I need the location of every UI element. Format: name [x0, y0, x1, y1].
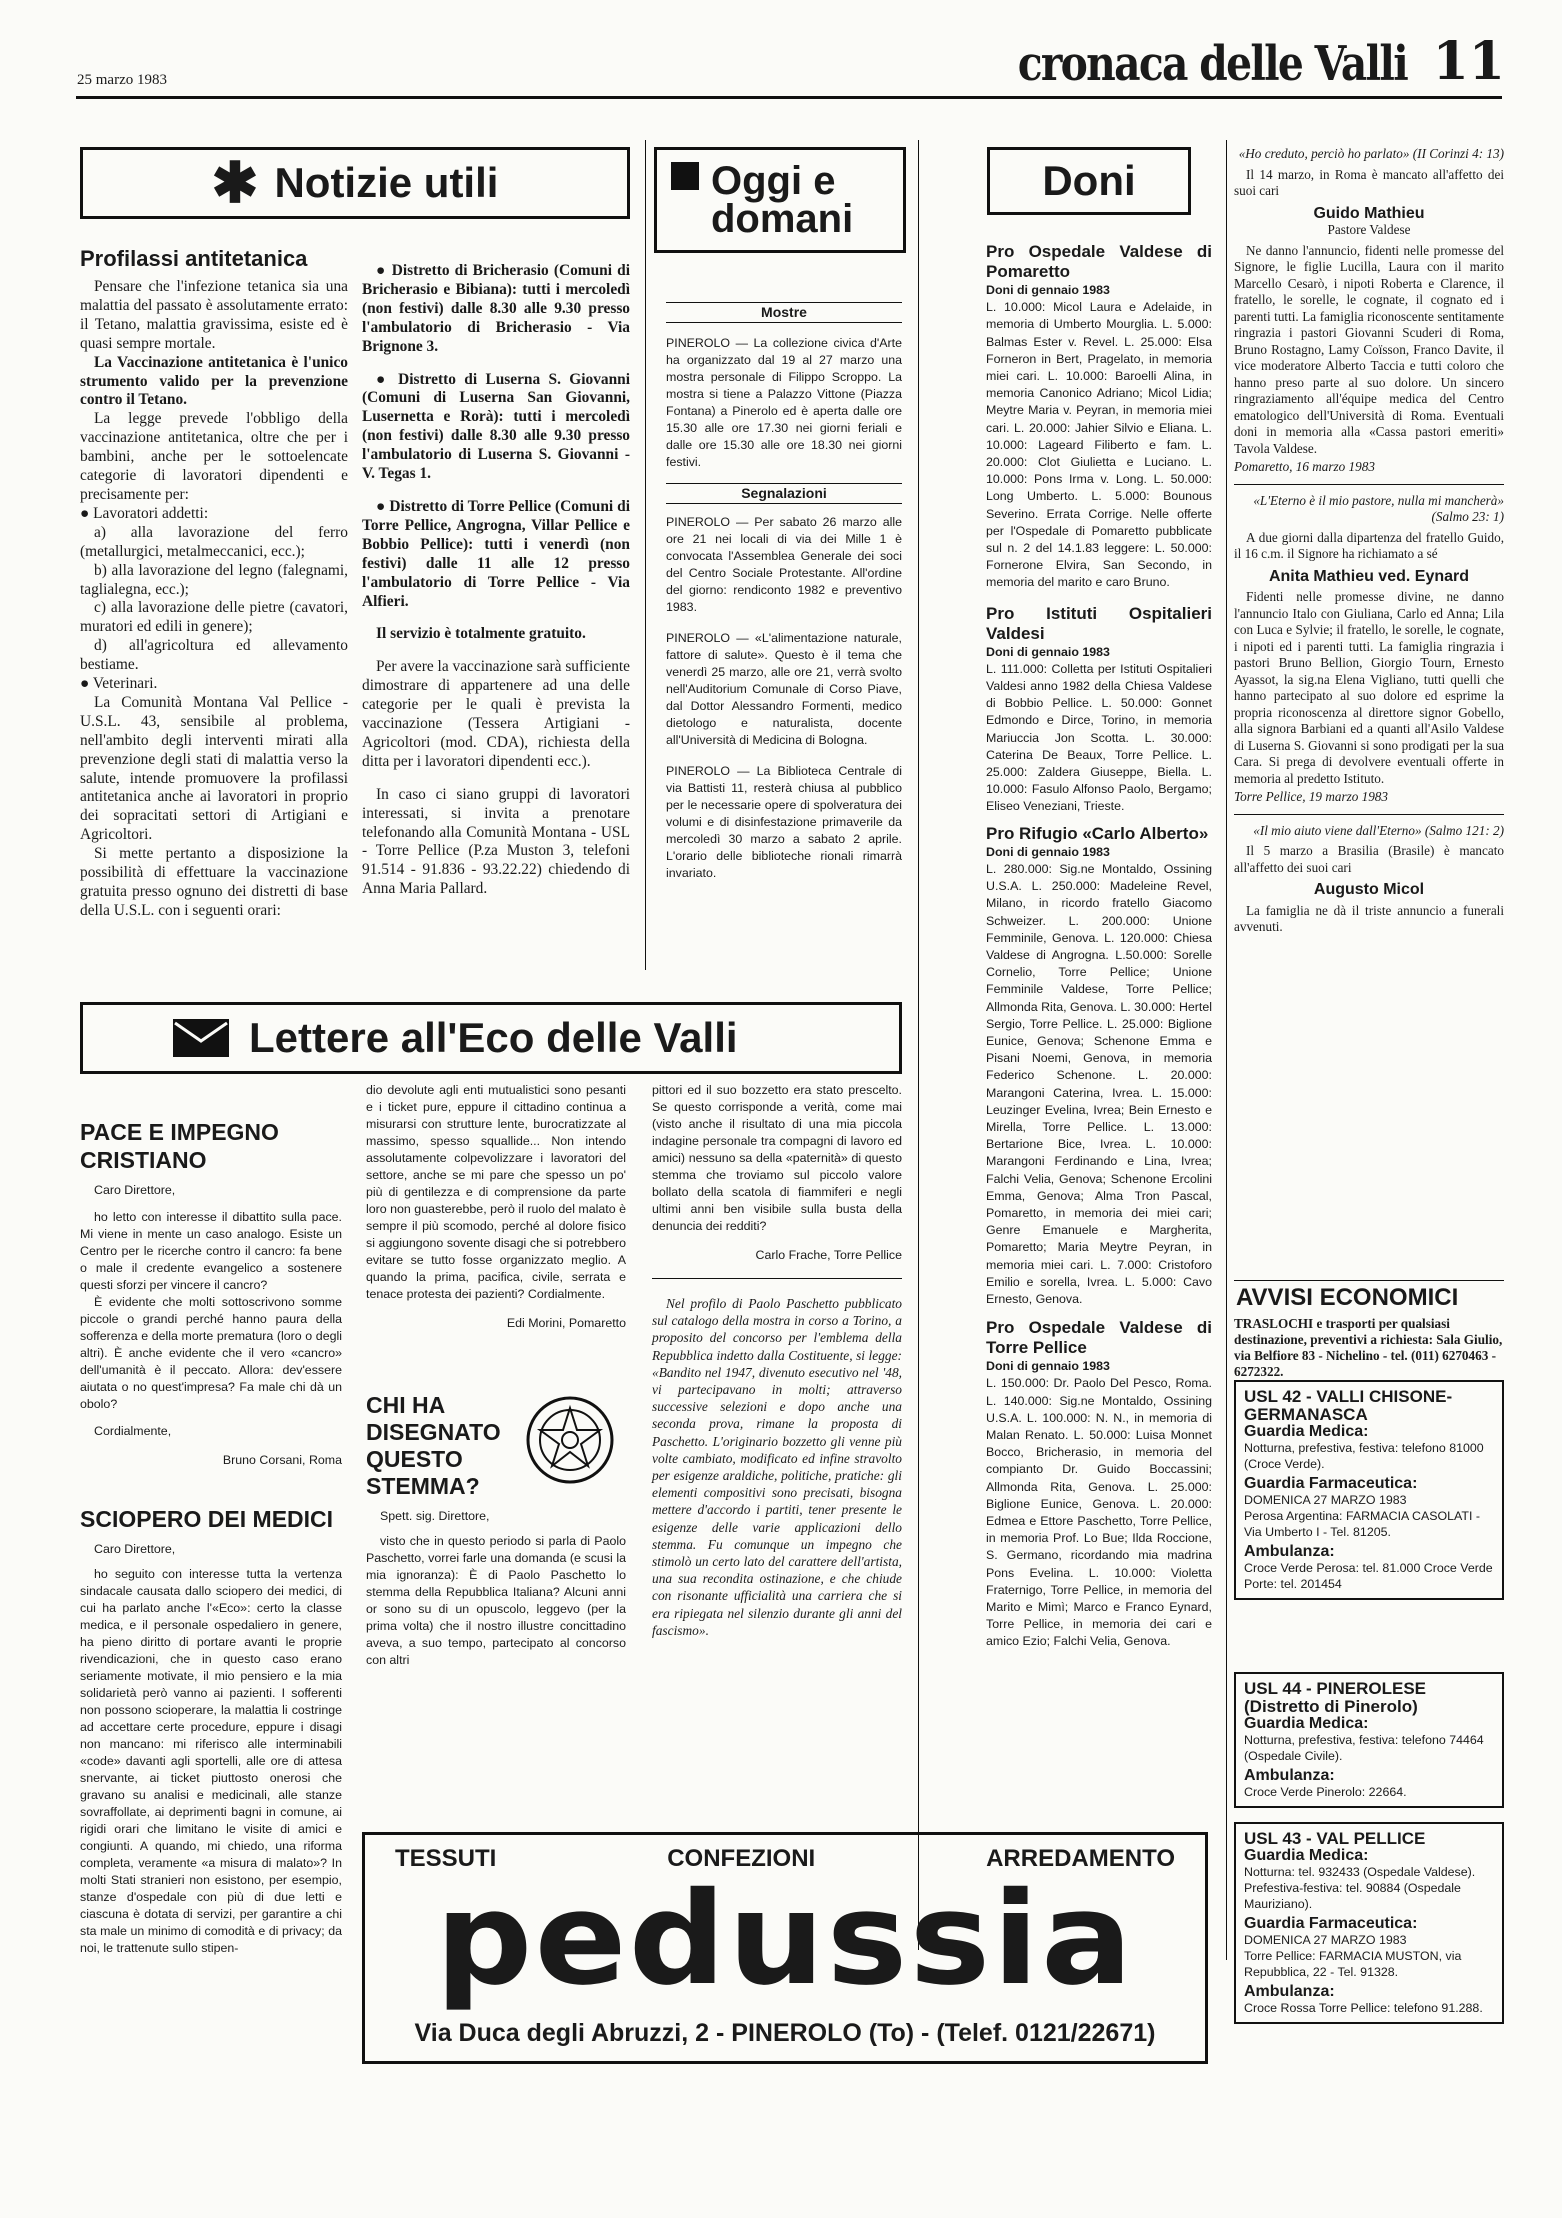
- avvisi-title: AVVISI ECONOMICI: [1236, 1284, 1459, 1311]
- pedussia-ad: [362, 1832, 1208, 2064]
- doni-list: L. 111.000: Colletta per Istituti Ospitalieri Valdesi anno 1982 della Chiesa Valdese di Bobbio Pellice. L. 50.000: Gonnet Edmondo e Dirce, Torino, in memoria Mariuccia Jon Scotta. L. 30.000: Caterina De Beaux, Torre Pellice. L. 25.000: Zaldera Giuseppe, Biella. L. 10.000: Fasulo Alfonso Paolo, Bergamo; Eliseo Veneziani, Trieste.: [986, 661, 1212, 814]
- notizie-p: Il servizio è totalmente gratuito.: [376, 625, 586, 643]
- doni-column: [986, 242, 1212, 1651]
- necro-divider: [1234, 484, 1504, 485]
- envelope-icon: [173, 1019, 229, 1057]
- doni-title: Doni: [1042, 157, 1136, 204]
- lettere-col1: [80, 1118, 342, 1957]
- usl-guardia-medica: Guardia Medica:: [1244, 1423, 1369, 1440]
- usl-guardia-medica: Guardia Medica:: [1244, 1715, 1369, 1732]
- lettere-col3: [652, 1082, 902, 1639]
- doni-title-box: [987, 147, 1191, 215]
- lettere-title-box: [80, 1002, 902, 1074]
- avvisi-rule: [1234, 1280, 1504, 1281]
- usl-box: [1234, 1672, 1504, 1808]
- necro-divider: [1234, 814, 1504, 815]
- usl-box: [1234, 1380, 1504, 1600]
- notizie-p: a) alla lavorazione del ferro (metallurgici, metalmeccanici, ecc.);: [80, 523, 348, 560]
- necro-text: Il 5 marzo a Brasilia (Brasile) è mancato all'affetto dei suoi cari: [1234, 843, 1504, 875]
- notizie-p: ● Distretto di Torre Pellice (Comuni di Torre Pellice, Angrogna, Villar Pellice e Bobbio Pellice): tutti i venerdì (non festivi) dalle 11 alle 12 presso l'ambulatorio di Torre Pellice - Via Alfieri.: [362, 497, 630, 610]
- ad-word: TESSUTI: [395, 1845, 497, 1872]
- notizie-p: c) alla lavorazione delle pietre (cavatori, muratori ed edili in genere);: [80, 599, 348, 636]
- notizie-title-box: [80, 147, 630, 219]
- usl-text: Notturna, prefestiva, festiva: telefono 74464 (Ospedale Civile).: [1244, 1733, 1484, 1763]
- mostre-heading: Mostre: [666, 302, 902, 323]
- usl-date: DOMENICA 27 MARZO 1983: [1244, 1493, 1407, 1507]
- notizie-p: ● Lavoratori addetti:: [80, 504, 209, 522]
- ad-word: CONFEZIONI: [667, 1845, 816, 1872]
- avvisi-text: TRASLOCHI e trasporti per qualsiasi destinazione, preventivi a richiesta: Sala Giulio, via Belfiore 83 - Nichelino - tel. (011) 6270463 - 6272322.: [1234, 1316, 1503, 1379]
- oggi-item: PINEROLO — Per sabato 26 marzo alle ore 21 nei locali di via dei Mille 1 è convocata l'Assemblea Generale dei soci del Centro Sociale Protestante. All'ordine del giorno: rendiconto 1982 e preventivo 1983.: [666, 515, 902, 614]
- letter-greeting: Caro Direttore,: [94, 1542, 176, 1556]
- letter-headline: PACE E IMPEGNO CRISTIANO: [80, 1119, 279, 1173]
- usl-title: USL 43 - VAL PELLICE: [1244, 1829, 1426, 1848]
- usl-text: Torre Pellice: FARMACIA MUSTON, via Repubblica, 22 - Tel. 91328.: [1244, 1949, 1462, 1979]
- necro-quote: «Il mio aiuto viene dall'Eterno» (Salmo 121: 2): [1253, 822, 1504, 838]
- doni-section-sub: Doni di gennaio 1983: [986, 644, 1110, 659]
- oggi-title: Oggi e domani: [711, 159, 854, 241]
- notizie-p: b) alla lavorazione del legno (falegnami, taglialegna, ecc.);: [80, 561, 348, 598]
- notizie-p: Pensare che l'infezione tetanica sia una malattia del passato è assolutamente errato: il Tetano, malattia gravissima, esiste ed è quasi sempre mortale.: [80, 278, 348, 352]
- necro-place: Torre Pellice, 19 marzo 1983: [1234, 789, 1388, 804]
- letter-greeting: Caro Direttore,: [94, 1183, 176, 1197]
- notizie-p: Si mette pertanto a disposizione la possibilità di effettuare la vaccinazione gratuita presso ognuno dei distretti di base della U.S.L. con i seguenti orari:: [80, 845, 348, 919]
- notizie-p: ● Distretto di Luserna S. Giovanni (Comuni di Luserna San Giovanni, Lusernetta e Rorà): tutti i mercoledì (non festivi) dalle 8.30 alle 9.30 presso l'ambulatorio di Luserna S. Giovanni - V. Tegas 1.: [362, 370, 630, 483]
- masthead-title: cronaca delle Valli: [1017, 36, 1407, 92]
- page-number: 11: [1432, 31, 1505, 92]
- letter-text: dio devolute agli enti mutualistici sono pesanti e i ticket pure, eppure il cittadino continua a misurarsi con strutture lente, burocratizzate al massimo, spesso squallide... Non intendo assolutamente colpevolizzare i lavoratori del settore, anche se mi pare che spesso un po' più di gentilezza e di comprensione da parte loro non guasterebbe, però il ruolo del malato è sempre il più scomodo, perché al dolore fisico si aggiungono sovente disagi che si potrebbero evitare se tutto fosse organizzato meglio. A quando la prima, pacifica, civile, serrata e tenace protesta dei pazienti? Cordialmente.: [366, 1083, 626, 1301]
- oggi-item: PINEROLO — La Biblioteca Centrale di via Battisti 11, resterà chiusa al pubblico per le necessarie opere di spolveratura dei volumi e di disinfestazione primaverile da mercoledì 30 marzo a sabato 2 aprile. L'orario delle biblioteche rionali rimarrà invariato.: [666, 764, 902, 880]
- doni-section-sub: Doni di gennaio 1983: [986, 844, 1110, 859]
- usl-text: Notturna: tel. 932433 (Ospedale Valdese). Prefestiva-festiva: tel. 90884 (Ospedale Mauriziano).: [1244, 1865, 1476, 1911]
- notizie-col2: [362, 262, 630, 899]
- necro-quote: «L'Eterno è il mio pastore, nulla mi mancherà» (Salmo 23: 1): [1253, 492, 1504, 524]
- editor-reply: Nel profilo di Paolo Paschetto pubblicato sul catalogo della mostra in corso a Torino, a proposito del concorso per l'emblema della Repubblica indetto dalla Costituente, si legge: «Bandito nel 1947, divenuto esecutivo nel '48, vi partecipavano in molti; attraverso successive selezioni e dopo anche una seconda prova, rimane la proposta di Paschetto. L'originario bozzetto gli venne più volte cambiato, modificato ed infine stravolto per esigenze araldiche, politiche, pratiche: gli elementi compositivi sono precisati, bisogna mettere d'accordo i partiti, tener presente le esigenze delle varie applicazioni dello stemma. Fu comunque un impegno che stimolò un certo lato del carattere dell'artista, una sua recondita ostinazione, e che chiude con risonante ufficialità una carriera che si era ripiegata nel silenzio durante gli anni del fascismo».: [652, 1296, 902, 1638]
- notizie-p: Per avere la vaccinazione sarà sufficiente dimostrare di appartenere ad una delle categorie per le quali è prevista la vaccinazione (Tessera Artigiani - Agricoltori (mod. CDA), richiesta della ditta per i lavoratori dipendenti ecc.).: [362, 658, 630, 770]
- letter-greeting: Spett. sig. Direttore,: [380, 1509, 490, 1523]
- notizie-p: d) all'agricoltura ed allevamento bestiame.: [80, 637, 348, 674]
- doni-section-head: Pro Rifugio «Carlo Alberto»: [986, 823, 1209, 843]
- usl-text: Croce Verde Pinerolo: 22664.: [1244, 1785, 1407, 1799]
- usl-title: USL 44 - PINEROLESE (Distretto di Pinerolo): [1244, 1679, 1427, 1716]
- usl-text: Notturna, prefestiva, festiva: telefono 81000 (Croce Verde).: [1244, 1441, 1484, 1471]
- notizie-title: Notizie utili: [274, 159, 499, 206]
- column-divider: [645, 140, 646, 970]
- usl-ambulanza: Ambulanza:: [1244, 1767, 1335, 1784]
- oggi-item: PINEROLO — La collezione civica d'Arte ha organizzato dal 19 al 27 marzo una mostra personale di Filippo Scroppo. La mostra si tiene a Palazzo Vittone (Piazza Fontana) a Pinerolo ed è aperta dalle ore 15.30 alle ore 17.30 nei giorni feriali e dalle ore 15.30 alle ore 18.30 nei giorni festivi.: [666, 336, 902, 469]
- necro-text: Ne danno l'annuncio, fidenti nelle promesse del Signore, le figlie Lucilla, Laura con il marito Marcello Cesarò, i nipoti Roberta e Clarence, il fratello, le sorelle, le cognate, il cognato ed i parenti tutti. La famiglia riconoscente sentitamente ringrazia i pastori Giovanni Scuderi di Roma, Bruno Rostagno, Lamy Coïsson, Franco Davite, il vice moderatore Alberto Taccia e tutti coloro che hanno preso parte al suo dolore. Un sincero ringraziamento all'équipe medica del Centro ematologico dell'Università di Roma. Eventuali doni in memoria alla «Cassa pastori emeriti» Tavola Valdese.: [1234, 242, 1504, 456]
- usl-text: Perosa Argentina: FARMACIA CASOLATI - Via Umberto I - Tel. 81205.: [1244, 1509, 1480, 1539]
- necro-quote: «Ho creduto, perciò ho parlato» (II Corinzi 4: 13): [1238, 146, 1504, 161]
- masthead: [935, 22, 1505, 92]
- necrologi-column: [1234, 146, 1504, 936]
- header-rule: [76, 96, 1502, 99]
- notizie-col1: [80, 278, 348, 921]
- letter-headline: SCIOPERO DEI MEDICI: [80, 1506, 334, 1532]
- necro-text: La famiglia ne dà il triste annuncio a funerali avvenuti.: [1234, 902, 1504, 934]
- doni-section-head: Pro Ospedale Valdese di Torre Pellice: [986, 1318, 1212, 1358]
- segnalazioni-heading: Segnalazioni: [666, 483, 902, 504]
- doni-section-head: Pro Ospedale Valdese di Pomaretto: [986, 242, 1212, 281]
- letter-text: visto che in questo periodo si parla di Paolo Paschetto, vorrei farle una domanda (e scusi la mia ignoranza): È di Paolo Paschetto lo stemma della Repubblica Italiana? Alcuni anni or sono su di un opuscolo, leggevo (per la prima volta) che il nostro illustre concittadino aveva, a suo tempo, partecipato al concorso con altri: [366, 1534, 626, 1667]
- ad-brand-logo: pedussia: [435, 1865, 1135, 2014]
- oggi-column: [666, 296, 902, 882]
- doni-section-head: Pro Istituti Ospitalieri Valdesi: [986, 603, 1212, 643]
- notizie-p: In caso ci siano gruppi di lavoratori interessati, si invita a prenotare telefonando alla Comunità Montana - USL - Torre Pellice (P.za Muston 3, telefoni 91.514 - 91.836 - 93.22.22) chiedendo di Anna Maria Pallard.: [362, 785, 630, 898]
- necro-place: Pomaretto, 16 marzo 1983: [1234, 459, 1375, 474]
- oggi-item: PINEROLO — «L'alimentazione naturale, fattore di salute». Questo è il tema che venerdì 25 marzo, alle ore 21, verrà svolto nell'Auditorium Comunale di Corso Piave, dal Dottor Alessandro Formenti, medico dietologo e naturalista, docente all'Università di Medicina di Bologna.: [666, 631, 902, 747]
- reply-divider: [652, 1278, 902, 1279]
- letter-signature: Edi Morini, Pomaretto: [506, 1316, 626, 1330]
- column-divider: [1226, 140, 1227, 1960]
- usl-guardia-medica: Guardia Medica:: [1244, 1847, 1369, 1864]
- necro-name: Anita Mathieu ved. Eynard: [1268, 567, 1470, 585]
- letter-text: Cordialmente,: [94, 1424, 172, 1438]
- doni-section-sub: Doni di gennaio 1983: [986, 1359, 1110, 1374]
- necro-text: Fidenti nelle promesse divine, ne danno l'annuncio Italo con Giuliana, Carlo ed Anna; Lila con Luca e Sylvie; il fratello, le sorelle, le cognate, i nipoti ed i parenti tutti. La famiglia ringrazia i pastori Bruno Bellion, Giorgio Tourn, Ernesto Ayassot, la sig.na Elena Vigliano, tutti quelli che hanno partecipato al suo dolore ed esprime la propria riconoscenza al direttore signor Gobello, alla signora Barbiani ed a quanti all'Asilo Valdese di Luserna S. Giovanni si sono prodigati per la sua Cara. Si prega di devolvere eventuali offerte in memoria al predetto Istituto.: [1234, 589, 1504, 786]
- usl-ambulanza: Ambulanza:: [1244, 1983, 1335, 2000]
- necro-role: Pastore Valdese: [1327, 222, 1411, 237]
- necro-text: A due giorni dalla dipartenza del fratello Guido, il 16 c.m. il Signore ha richiamato a sé: [1234, 529, 1504, 561]
- column-divider: [918, 140, 919, 1950]
- letter-signature: Bruno Corsani, Roma: [222, 1453, 342, 1467]
- ad-address: Via Duca degli Abruzzi, 2 - PINEROLO (To) - (Telef. 0121/22671): [414, 2019, 1156, 2047]
- usl-ambulanza: Ambulanza:: [1244, 1543, 1335, 1560]
- lettere-title: Lettere all'Eco delle Valli: [249, 1014, 738, 1061]
- letter-text: ho seguito con interesse tutta la vertenza sindacale causata dallo sciopero dei medici, di cui ha parlato anche l'«Eco»: certo la classe medica, e il personale ospedaliero in genere, ha pieno diritto di portare avanti le proprie rivendicazioni, che in questo caso erano seriamente motivate, il mio pensiero e la mia solidarietà però vanno ai pazienti. I sofferenti non possono scioperare, la malattia li costringe ad accettare certe procedure, eppure i disagi non mancano: mi riferisco alle interminabili «code» davanti agli sportelli, alle ore di attesa snervante, ai ticket piuttosto onerosi che gravano su analisi e medicinali, alle stanze sovraffollate, ai deprimenti bagni in comune, ai rigidi orari che limitano le visite di amici e congiunti. A quando, mi chiedo, una riforma completa, veramente «a misura di malato»? In molti Stati stranieri non esistono, per esempio, stanze d'ospedale con più di due letti e ciascuna è dotata di servizi, per garantire a chi sta male un minimo di comodità e di privacy; da noi, le trattenute sullo stipen-: [80, 1567, 342, 1955]
- letter-text: È evidente che molti sottoscrivono somme piccole o grandi perché hanno paura della sofferenza e della morte prematura (loro o degli altri). È anche evidente che il vero «cancro» dell'umanità è il peccato. Allora: dev'essere aiutata o no quest'impresa? Fa male chi dà un obolo?: [80, 1295, 342, 1411]
- issue-date: 25 marzo 1983: [77, 72, 167, 88]
- usl-guardia-farmaceutica: Guardia Farmaceutica:: [1244, 1915, 1418, 1932]
- necro-name: Augusto Micol: [1313, 881, 1425, 898]
- notizie-p: La Vaccinazione antitetanica è l'unico strumento valido per la prevenzione contro il Tetano.: [80, 353, 348, 409]
- letter-text: pittori ed il suo bozzetto era stato prescelto. Se questo corrisponde a verità, come mai (visto anche il risultato di una mia piccola indagine personale tra compagni di lavoro ed amici) nessuno sa della «paternità» di questo stemma che troviamo sul piccolo valore bollato della scatola di fiammiferi e negli ultimi anni ben visibile sulla busta della denuncia dei redditi?: [652, 1083, 902, 1233]
- doni-list: L. 10.000: Micol Laura e Adelaide, in memoria di Umberto Mourglia. L. 5.000: Balmas Ester v. Revel. L. 25.000: Elsa Forneron in Bert, Pragelato, in memoria miei cari. L. 10.000: Baroelli Alina, in memoria Canonico Adriano; Micol Lidia; Meytre Maria v. Peyran, in memoria miei cari. L. 20.000: Jahier Silvio e Eliana. L. 10.000: Lageard Filiberto e fam. L. 20.000: Clot Giulietta e Luciano. L. 10.000: Pons Irma v. Long. L. 50.000: Long Umberto. L. 5.000: Bounous Severino. Errata Corrige. Nelle offerte per l'Ospedale di Pomaretto pubblicate sul n. 2 del 14.1.83 leggere: L. 50.000: Fornerone Elvira, San Secondo, in memoria del marito e caro Bruno.: [986, 300, 1212, 590]
- lettere-col2: [366, 1082, 626, 1669]
- letter-text: ho letto con interesse il dibattito sulla pace. Mi viene in mente un caso analogo. Esiste un Centro per le ricerche contro il cancro: fa bene o male il credente evangelico a sostenere questi sforzi per vincere il cancro?: [80, 1210, 342, 1292]
- usl-text: Croce Rossa Torre Pellice: telefono 91.288.: [1244, 2001, 1483, 2015]
- oggi-title-box: [654, 147, 906, 253]
- doni-section-sub: Doni di gennaio 1983: [986, 283, 1110, 297]
- notizie-p: ● Veterinari.: [80, 675, 158, 693]
- emblem-star-icon: [522, 1392, 618, 1488]
- usl-date: DOMENICA 27 MARZO 1983: [1244, 1933, 1407, 1947]
- letter-headline: CHI HA DISEGNATO QUESTO STEMMA?: [366, 1392, 501, 1499]
- notizie-p: La Comunità Montana Val Pellice - U.S.L. 43, sensibile al problema, nell'ambito degli interventi mirati alla prevenzione degli stati di malattia verso la salute, intende promuovere la profilassi antitetanica anche ai lavoratori in proprio dei sopracitati settori di Artigiani e Agricoltori.: [80, 693, 348, 844]
- necro-text: Il 14 marzo, in Roma è mancato all'affetto dei suoi cari: [1234, 166, 1504, 198]
- notizie-headline: Profilassi antitetanica: [80, 246, 308, 271]
- usl-text: Croce Verde Perosa: tel. 81.000 Croce Verde Porte: tel. 201454: [1244, 1561, 1493, 1591]
- usl-title: USL 42 - VALLI CHISONE-GERMANASCA: [1244, 1387, 1453, 1424]
- doni-list: L. 280.000: Sig.ne Montaldo, Ossining U.S.A. L. 250.000: Madeleine Revel, Milano, in ricordo fratello Giacomo Schweizer. L. 200.000: Unione Femminile, Genova. L. 120.000: Chiesa Valdese di Angrogna. L.50.000: Sorelle Cornelio, Torre Pellice; Unione Femminile Valdese, Torre Pellice; Allmonda Rita, Genova. L. 30.000: Hertel Sergio, Torre Pellice. L. 25.000: Biglione Eunice, Genova; Schenone Emma e Pisani Noemi, Genova, in memoria Federico Schenone. L. 20.000: Marangoni Caterina, Ivrea. L. 15.000: Leuzinger Evelina, Ivrea; Bein Ernesto e Mirella, Torre Pellice. L. 13.000: Bertarione Bice, Ivrea. L. 10.000: Marangoni Ferdinando e Lina, Ivrea; Falchi Velia, Genova; Schenone Ercolini Emma, Genova; Alma Tron Pascal, Pomaretto, in memoria dei miei cari; Genre Emanuele e Margherita, Pomaretto; Maria Meytre Peyran, in memoria miei cari. L. 7.000: Cristoforo Emilio e sorella, Ivrea. L. 5.000: Cavo Ernesto, Genova.: [986, 861, 1212, 1306]
- doni-list: L. 150.000: Dr. Paolo Del Pesco, Roma. L. 140.000: Sig.ne Montaldo, Ossining U.S.A. L. 100.000: N. N., in memoria di Malan Renato. L. 50.000: Luisa Monnet Bocco, Bricherasio, in memoria del compianto Dr. Guido Boccassini; Allmonda Rita, Genova. L. 25.000: Biglione Eunice, Genova. L. 20.000: Edmea e Ettore Paschetto, Torre Pellice, in memoria Prof. Lo Bue; Ilda Roccione, S. Germano, ricordando mia madrina Pons Evelina. L. 10.000: Violetta Fraternigo, Torre Pellice, in memoria del Marito e Mimì; Marco e Franco Eynard, Torre Pellice, in memoria dei cari e amico Ezio; Falchi Velia, Genova.: [986, 1376, 1212, 1649]
- letter-signature: Carlo Frache, Torre Pellice: [755, 1248, 902, 1262]
- notizie-p: ● Distretto di Bricherasio (Comuni di Bricherasio e Bibiana): tutti i mercoledì (non festivi) dalle 8.30 alle 9.30 presso l'ambulatorio di Bricherasio - Via Brignone 3.: [362, 262, 630, 355]
- notizie-p: La legge prevede l'obbligo della vaccinazione antitetanica, oltre che per i bambini, anche per le sottoelencate categorie di lavoratori dipendenti e precisamente per:: [80, 410, 348, 503]
- ad-word: ARREDAMENTO: [986, 1845, 1175, 1872]
- usl-box: [1234, 1822, 1504, 2024]
- necro-name: Guido Mathieu: [1313, 204, 1425, 222]
- usl-guardia-farmaceutica: Guardia Farmaceutica:: [1244, 1475, 1418, 1492]
- square-icon: [671, 162, 699, 190]
- asterisk-icon: ✱: [211, 151, 259, 214]
